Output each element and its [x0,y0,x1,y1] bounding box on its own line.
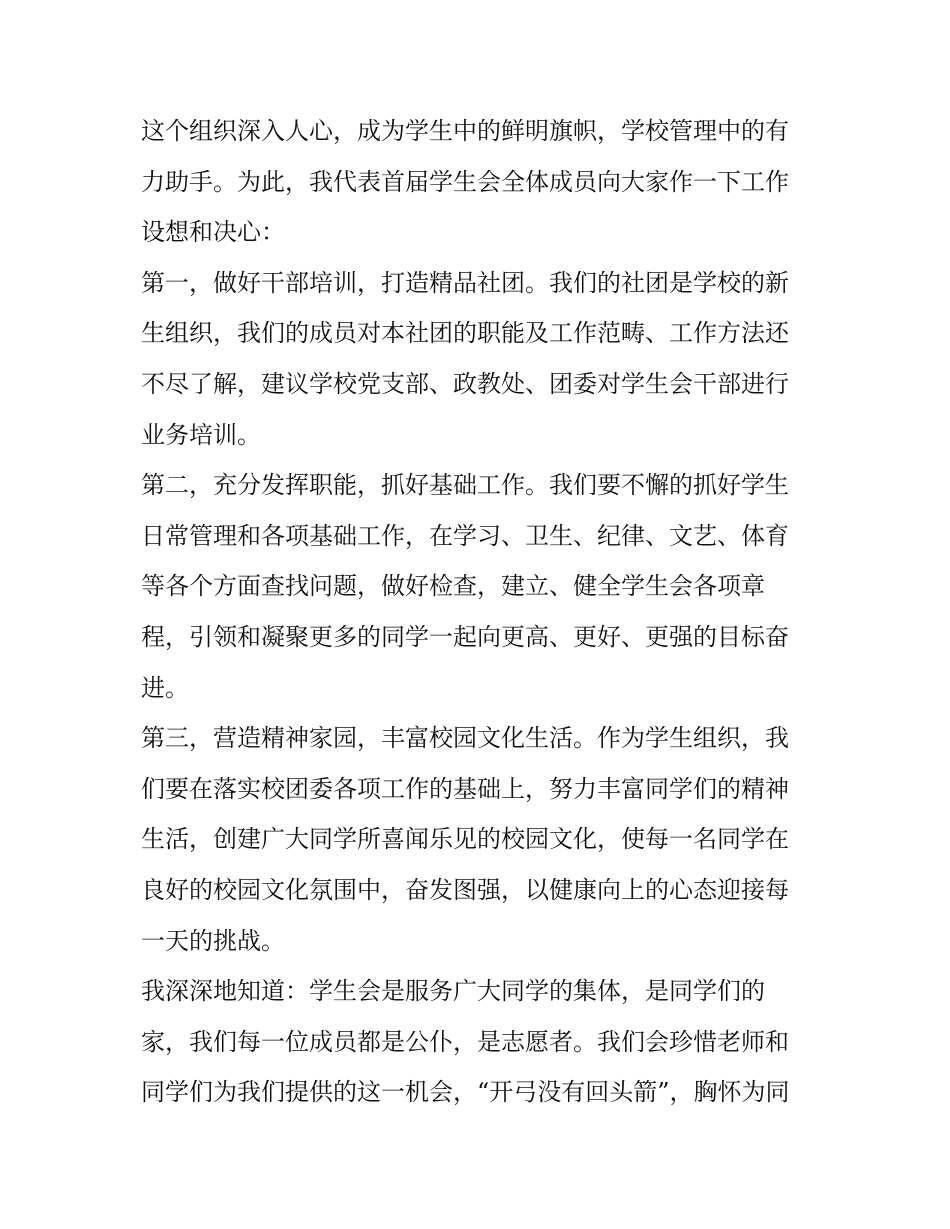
text-line: 这个组织深入人心，成为学生中的鲜明旗帜，学校管理中的有 [141,117,789,145]
text-line: 等各个方面查找问题，做好检查，建立、健全学生会各项章 [141,572,765,601]
text-line: 业务培训。 [141,420,261,449]
document-body [141,106,813,1118]
text-line: 生组织，我们的成员对本社团的职能及工作范畴、工作方法还 [141,319,789,348]
text-line: 第二，充分发挥职能，抓好基础工作。我们要不懈的抓好学生 [141,471,789,500]
text-line: 生活，创建广大同学所喜闻乐见的校园文化，使每一名同学在 [141,825,789,854]
text-line: 一天的挑战。 [141,926,285,955]
text-line: 同学们为我们提供的这一机会，“开弓没有回头箭”，胸怀为同 [141,1078,790,1107]
text-line: 力助手。为此，我代表首届学生会全体成员向大家作一下工作 [141,167,789,196]
text-line: 我深深地知道：学生会是服务广大同学的集体，是同学们的 [141,977,765,1006]
text-line: 程，引领和凝聚更多的同学一起向更高、更好、更强的目标奋 [141,622,789,651]
text-line: 第一，做好干部培训，打造精品社团。我们的社团是学校的新 [141,268,789,297]
text-line: 日常管理和各项基础工作，在学习、卫生、纪律、文艺、体育 [141,521,789,550]
text-line: 进。 [141,673,189,702]
text-line: 不尽了解，建议学校党支部、政教处、团委对学生会干部进行 [141,369,789,398]
text-line: 第三，营造精神家园，丰富校园文化生活。作为学生组织，我 [141,724,789,753]
text-line: 良好的校园文化氛围中，奋发图强，以健康向上的心态迎接每 [141,875,789,904]
text-line: 家，我们每一位成员都是公仆，是志愿者。我们会珍惜老师和 [141,1027,789,1056]
text-line: 们要在落实校团委各项工作的基础上，努力丰富同学们的精神 [141,774,789,803]
text-line: 设想和决心： [141,218,285,247]
